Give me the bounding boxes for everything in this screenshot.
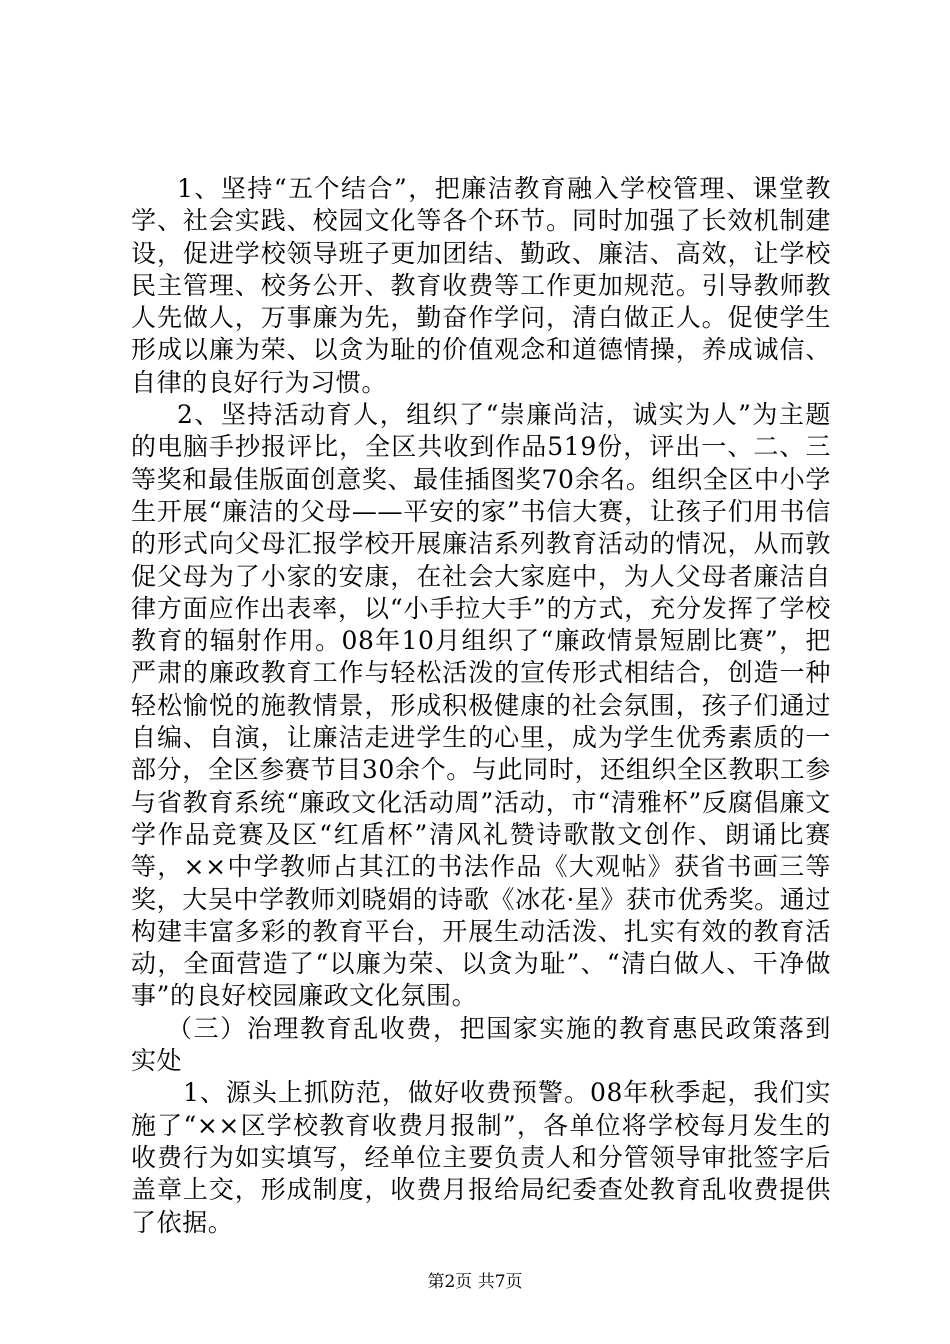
- document-body: [131, 173, 831, 1239]
- section-heading-fee-governance: （三）治理教育乱收费，把国家实施的教育惠民政策落到实处: [131, 1013, 831, 1076]
- paragraph-activity-education: 2、坚持活动育人，组织了“崇廉尚洁，诚实为人”为主题的电脑手抄报评比，全区共收到作品519份，评出一、二、三等奖和最佳版面创意奖、最佳插图奖70余名。组织全区中小学生开展“廉洁的父母——平安的家”书信大赛，让孩子们用书信的形式向父母汇报学校开展廉洁系列教育活动的情况，从而敦促父母为了小家的安康，在社会大家庭中，为人父母者廉洁自律方面应作出表率，以“小手拉大手”的方式，充分发挥了学校教育的辐射作用。08年10月组织了“廉政情景短剧比赛”，把严肃的廉政教育工作与轻松活泼的宣传形式相结合，创造一种轻松愉悦的施教情景，形成积极健康的社会氛围，孩子们通过自编、自演，让廉洁走进学生的心里，成为学生优秀素质的一部分，全区参赛节目30余个。与此同时，还组织全区教职工参与省教育系统“廉政文化活动周”活动，市“清雅杯”反腐倡廉文学作品竞赛及区“红盾杯”清风礼赞诗歌散文创作、朗诵比赛等，××中学教师占其江的书法作品《大观帖》获省书画三等奖，大吴中学教师刘晓娟的诗歌《冰花·星》获市优秀奖。通过构建丰富多彩的教育平台，开展生动活泼、扎实有效的教育活动，全面营造了“以廉为荣、以贪为耻”、“清白做人、干净做事”的良好校园廉政文化氛围。: [131, 400, 831, 1011]
- page-footer: [0, 1272, 950, 1292]
- page-number-label: 第2页 共7页: [427, 1272, 523, 1292]
- paragraph-fee-prevention: 1、源头上抓防范，做好收费预警。08年秋季起，我们实施了“××区学校教育收费月报制”，各单位将学校每月发生的收费行为如实填写，经单位主要负责人和分管领导审批签字后盖章上交，形成制度，收费月报给局纪委查处教育乱收费提供了依据。: [131, 1078, 831, 1237]
- paragraph-five-combinations: 1、坚持“五个结合”，把廉洁教育融入学校管理、课堂教学、社会实践、校园文化等各个环节。同时加强了长效机制建设，促进学校领导班子更加团结、勤政、廉洁、高效，让学校民主管理、校务公开、教育收费等工作更加规范。引导教师教人先做人，万事廉为先，勤奋作学问，清白做正人。促使学生形成以廉为荣、以贪为耻的价值观念和道德情操，养成诚信、自律的良好行为习惯。: [131, 174, 831, 397]
